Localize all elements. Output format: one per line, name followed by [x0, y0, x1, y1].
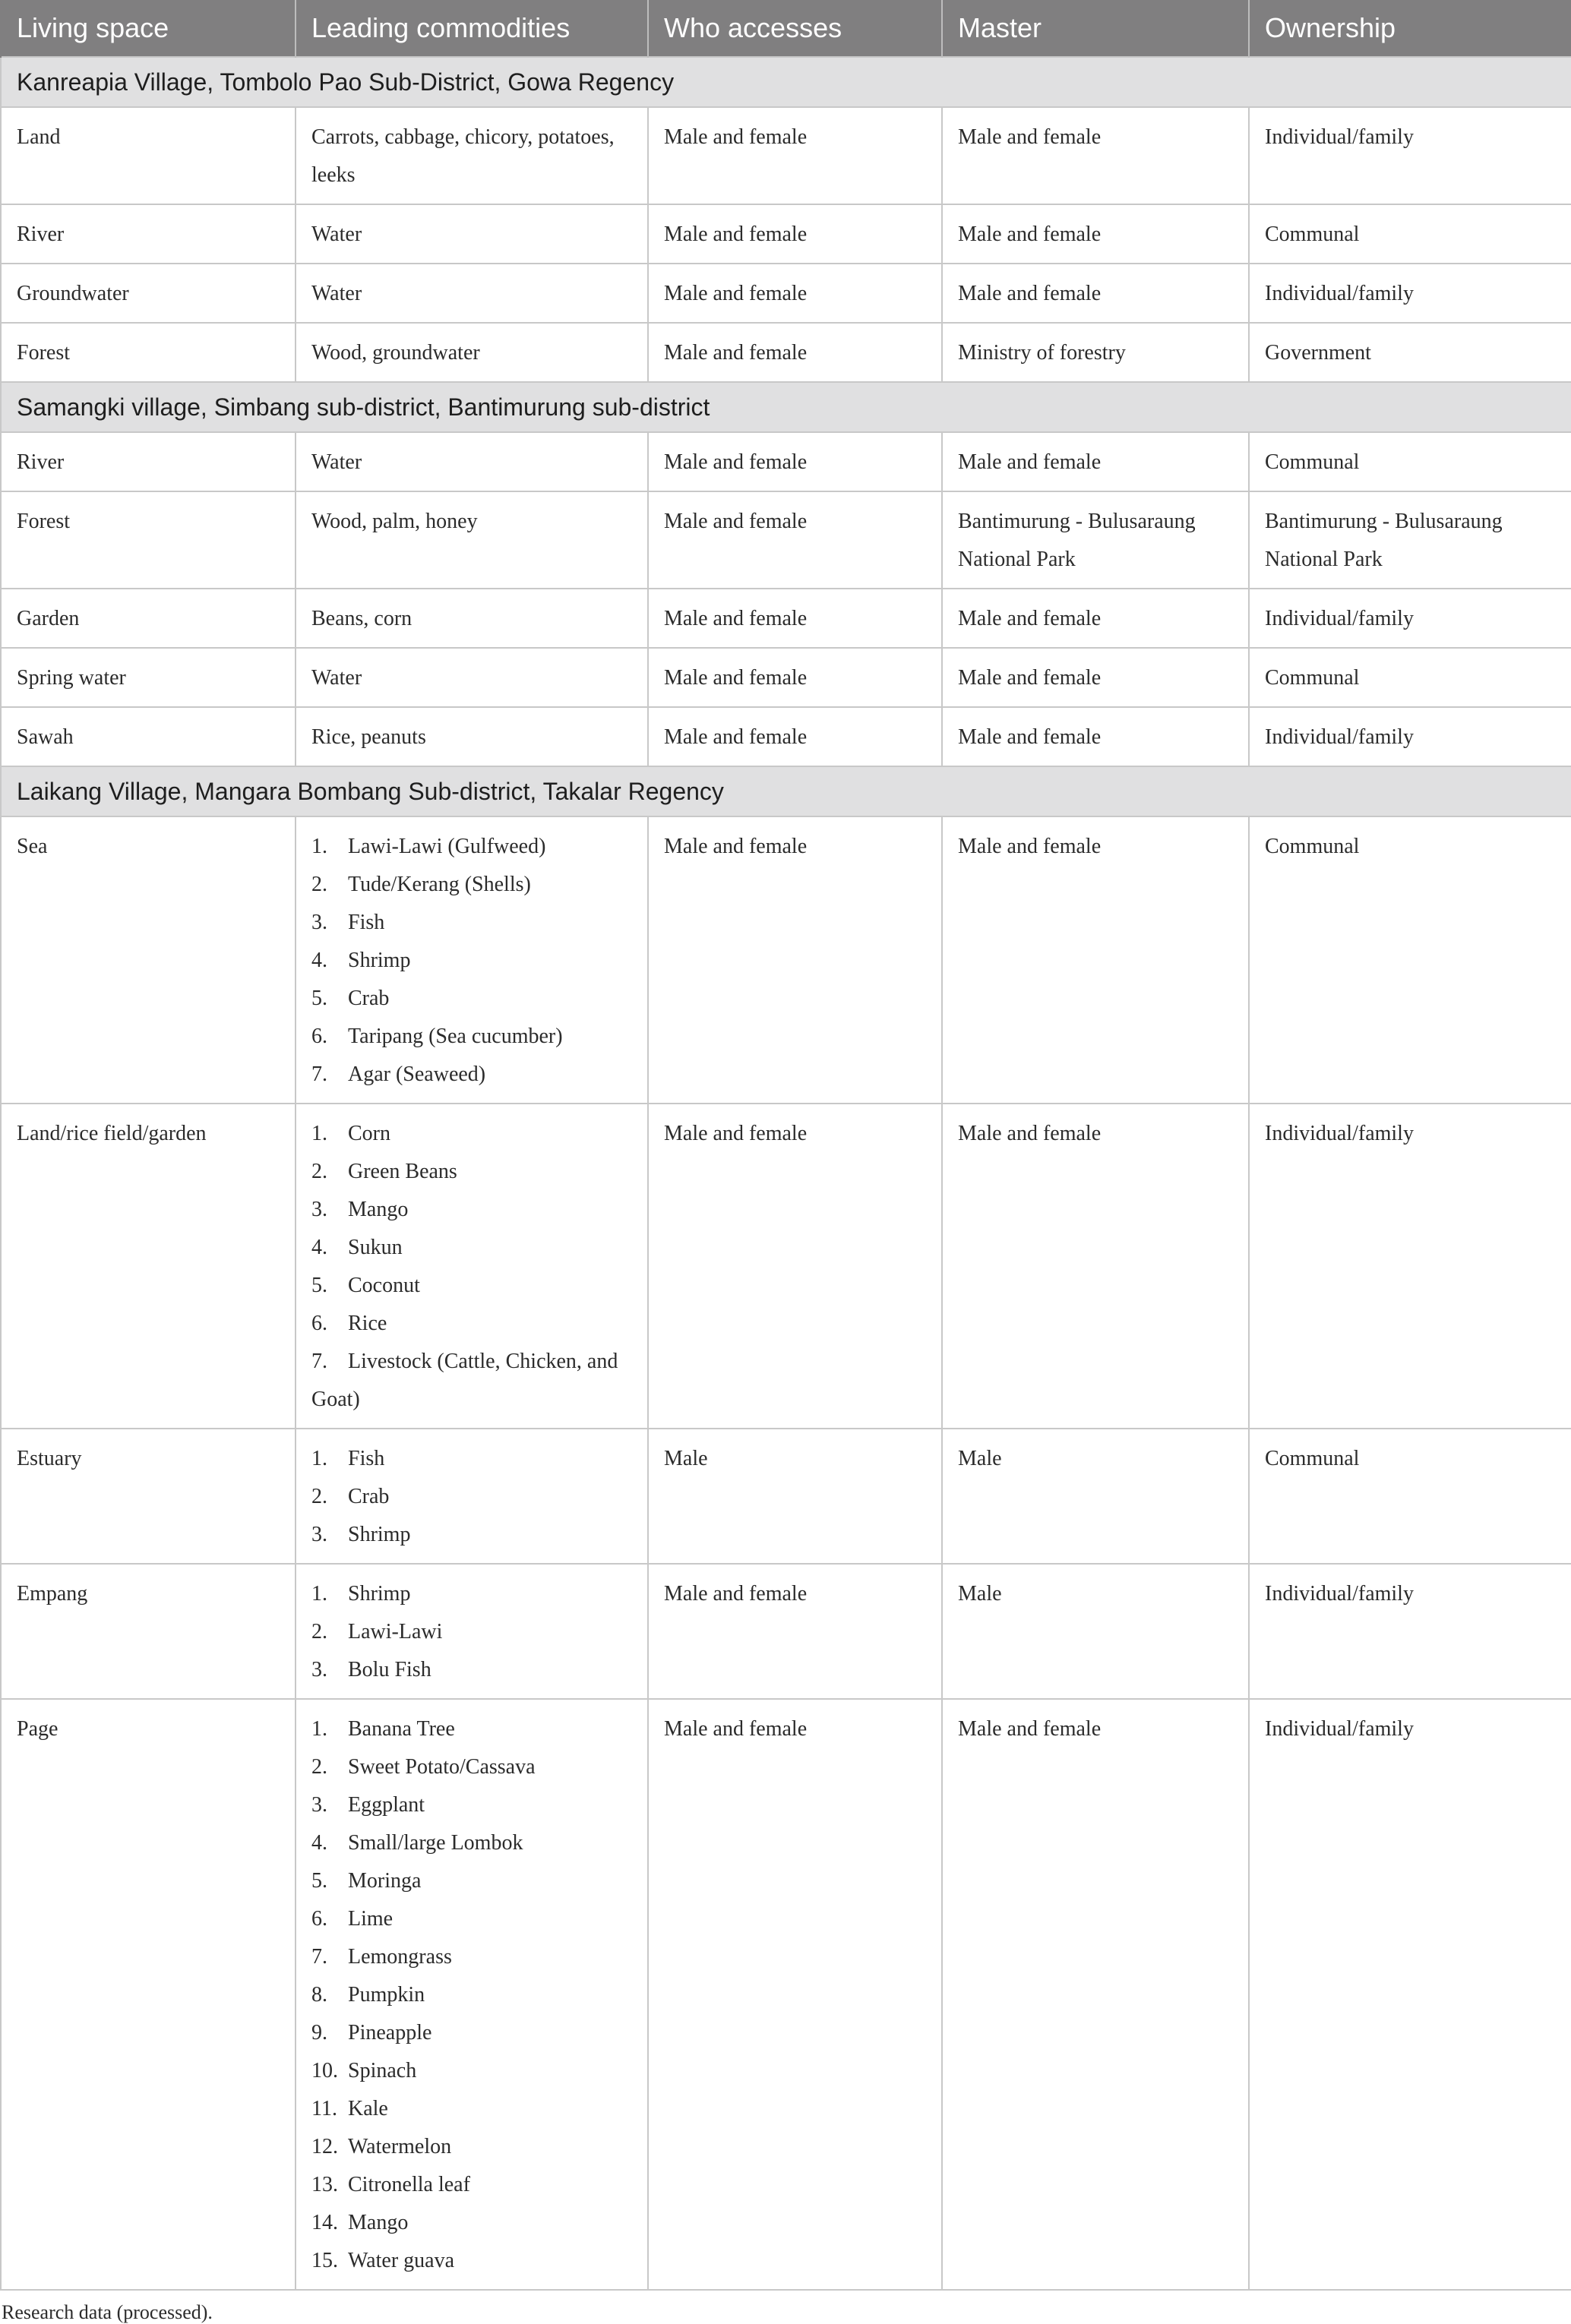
cell-who-accesses: Male and female — [648, 491, 942, 589]
commodity-number: 15. — [311, 2249, 338, 2272]
cell-living-space: Garden — [1, 589, 296, 648]
commodity-label: Rice — [348, 1312, 387, 1335]
cell-leading-commodities: Carrots, cabbage, chicory, potatoes, leeks — [296, 107, 648, 204]
cell-leading-commodities: Beans, corn — [296, 589, 648, 648]
commodity-number: 1. — [311, 1447, 327, 1470]
commodity-number: 3. — [311, 1793, 327, 1817]
commodity-list — [311, 1440, 632, 1554]
commodity-list — [311, 1575, 632, 1689]
commodity-label: Water guava — [348, 2249, 454, 2272]
commodity-number: 6. — [311, 1907, 327, 1931]
cell-master: Male — [942, 1429, 1249, 1564]
cell-who-accesses: Male and female — [648, 432, 942, 491]
commodity-label: Taripang (Sea cucumber) — [348, 1025, 563, 1048]
cell-ownership: Individual/family — [1249, 1564, 1571, 1699]
commodity-number: 14. — [311, 2211, 338, 2234]
commodity-number: 3. — [311, 1198, 327, 1221]
commodity-label: Eggplant — [348, 1793, 425, 1817]
commodity-label: Banana Tree — [348, 1717, 455, 1741]
commodity-number: 4. — [311, 1236, 327, 1259]
commodity-item — [311, 2090, 632, 2128]
table-row — [1, 432, 1571, 491]
commodity-label: Coconut — [348, 1274, 420, 1297]
commodity-item — [311, 1440, 632, 1478]
commodity-item — [311, 1613, 632, 1651]
commodity-list — [311, 1115, 632, 1419]
commodity-label: Corn — [348, 1122, 390, 1145]
commodity-item — [311, 1305, 632, 1343]
commodity-label: Mango — [348, 2211, 409, 2234]
commodity-item — [311, 1900, 632, 1938]
commodity-number: 4. — [311, 949, 327, 972]
cell-who-accesses: Male and female — [648, 648, 942, 707]
commodity-item — [311, 1748, 632, 1786]
commodity-label: Tude/Kerang (Shells) — [348, 873, 531, 896]
cell-leading-commodities: Wood, groundwater — [296, 323, 648, 382]
cell-leading-commodities: Water — [296, 432, 648, 491]
commodity-item — [311, 2128, 632, 2166]
commodity-item — [311, 1229, 632, 1267]
commodity-item — [311, 904, 632, 942]
commodity-item — [311, 828, 632, 866]
commodity-number: 1. — [311, 835, 327, 858]
commodity-item — [311, 2242, 632, 2280]
commodity-item — [311, 1343, 632, 1419]
commodity-label: Lime — [348, 1907, 394, 1931]
table-footnote: Research data (processed). — [2, 2301, 213, 2323]
commodity-label: Green Beans — [348, 1160, 457, 1183]
commodity-item — [311, 1115, 632, 1153]
cell-ownership: Communal — [1249, 204, 1571, 264]
commodity-number: 5. — [311, 987, 327, 1010]
table-row — [1, 204, 1571, 264]
commodity-item — [311, 866, 632, 904]
cell-who-accesses: Male and female — [648, 589, 942, 648]
table-row — [1, 264, 1571, 323]
cell-who-accesses: Male and female — [648, 1104, 942, 1429]
commodity-number: 8. — [311, 1983, 327, 2007]
commodity-label: Sweet Potato/Cassava — [348, 1755, 536, 1779]
commodity-number: 1. — [311, 1717, 327, 1741]
cell-ownership: Individual/family — [1249, 1104, 1571, 1429]
cell-who-accesses: Male and female — [648, 107, 942, 204]
commodity-item — [311, 1651, 632, 1689]
cell-ownership: Individual/family — [1249, 107, 1571, 204]
cell-ownership: Individual/family — [1249, 264, 1571, 323]
commodity-label: Lawi-Lawi (Gulfweed) — [348, 835, 546, 858]
cell-leading-commodities: Water — [296, 204, 648, 264]
cell-who-accesses: Male — [648, 1429, 942, 1564]
cell-who-accesses: Male and female — [648, 1699, 942, 2290]
commodity-item — [311, 2052, 632, 2090]
cell-ownership: Bantimurung - Bulusaraung National Park — [1249, 491, 1571, 589]
commodity-item — [311, 1976, 632, 2014]
commodity-number: 2. — [311, 1620, 327, 1644]
commodity-item — [311, 942, 632, 980]
table-row — [1, 107, 1571, 204]
commodity-item — [311, 1056, 632, 1094]
commodity-label: Watermelon — [348, 2135, 452, 2158]
commodity-label: Pumpkin — [348, 1983, 425, 2007]
table-row — [1, 816, 1571, 1104]
commodity-item — [311, 1824, 632, 1862]
cell-living-space: Estuary — [1, 1429, 296, 1564]
cell-leading-commodities: Wood, palm, honey — [296, 491, 648, 589]
commodity-number: 3. — [311, 1658, 327, 1681]
commodity-label: Kale — [348, 2097, 388, 2120]
commodity-item — [311, 1153, 632, 1191]
commodity-item — [311, 2014, 632, 2052]
commodity-item — [311, 1478, 632, 1516]
cell-master: Male and female — [942, 648, 1249, 707]
table-body — [1, 57, 1571, 2290]
commodity-item — [311, 980, 632, 1018]
cell-who-accesses: Male and female — [648, 264, 942, 323]
commodity-label: Mango — [348, 1198, 409, 1221]
table-row — [1, 589, 1571, 648]
cell-master: Male and female — [942, 264, 1249, 323]
column-header-living-space: Living space — [1, 0, 296, 57]
table-row — [1, 707, 1571, 766]
commodity-label: Shrimp — [348, 1523, 411, 1546]
cell-master: Male and female — [942, 589, 1249, 648]
cell-ownership: Communal — [1249, 432, 1571, 491]
cell-who-accesses: Male and female — [648, 204, 942, 264]
column-header-who-accesses: Who accesses — [648, 0, 942, 57]
commodity-number: 6. — [311, 1312, 327, 1335]
commodity-label: Bolu Fish — [348, 1658, 431, 1681]
cell-living-space: Sea — [1, 816, 296, 1104]
cell-who-accesses: Male and female — [648, 1564, 942, 1699]
cell-living-space: Land — [1, 107, 296, 204]
commodity-number: 6. — [311, 1025, 327, 1048]
commodity-number: 7. — [311, 1350, 327, 1373]
commodity-item — [311, 2166, 632, 2204]
commodity-label: Fish — [348, 911, 385, 934]
commodity-number: 10. — [311, 2059, 338, 2082]
table-header-row — [1, 0, 1571, 57]
commodity-item — [311, 1575, 632, 1613]
commodity-label: Crab — [348, 987, 390, 1010]
commodity-label: Shrimp — [348, 1582, 411, 1606]
commodity-number: 7. — [311, 1945, 327, 1969]
commodity-number: 1. — [311, 1582, 327, 1606]
commodity-item — [311, 1862, 632, 1900]
commodity-label: Crab — [348, 1485, 390, 1508]
commodity-item — [311, 1516, 632, 1554]
group-header-row — [1, 382, 1571, 432]
cell-leading-commodities — [296, 1699, 648, 2290]
group-header-row — [1, 57, 1571, 107]
cell-ownership: Communal — [1249, 816, 1571, 1104]
commodity-label: Livestock (Cattle, Chicken, and Goat) — [311, 1350, 618, 1411]
column-header-master: Master — [942, 0, 1249, 57]
commodity-label: Agar (Seaweed) — [348, 1063, 486, 1086]
commodity-number: 5. — [311, 1274, 327, 1297]
commodity-item — [311, 1018, 632, 1056]
commodity-item — [311, 1191, 632, 1229]
cell-master: Male and female — [942, 107, 1249, 204]
cell-ownership: Individual/family — [1249, 1699, 1571, 2290]
table-row — [1, 648, 1571, 707]
cell-living-space: River — [1, 432, 296, 491]
commodity-number: 1. — [311, 1122, 327, 1145]
cell-living-space: Page — [1, 1699, 296, 2290]
cell-living-space: Land/rice field/garden — [1, 1104, 296, 1429]
table-row — [1, 1429, 1571, 1564]
column-header-ownership: Ownership — [1249, 0, 1571, 57]
commodity-item — [311, 1938, 632, 1976]
table-row — [1, 1104, 1571, 1429]
cell-living-space: Forest — [1, 323, 296, 382]
cell-master: Male and female — [942, 1104, 1249, 1429]
cell-leading-commodities — [296, 816, 648, 1104]
commodity-number: 12. — [311, 2135, 338, 2158]
commodity-label: Sukun — [348, 1236, 403, 1259]
cell-ownership: Government — [1249, 323, 1571, 382]
cell-ownership: Individual/family — [1249, 589, 1571, 648]
commodity-label: Fish — [348, 1447, 385, 1470]
commodity-item — [311, 1267, 632, 1305]
group-header-row — [1, 766, 1571, 816]
table-row — [1, 323, 1571, 382]
cell-leading-commodities — [296, 1564, 648, 1699]
cell-master: Male and female — [942, 816, 1249, 1104]
group-title: Samangki village, Simbang sub-district, Bantimurung sub-district — [1, 382, 1571, 432]
commodity-label: Pineapple — [348, 2021, 432, 2045]
cell-living-space: Empang — [1, 1564, 296, 1699]
commodity-number: 5. — [311, 1869, 327, 1893]
commodity-label: Citronella leaf — [348, 2173, 470, 2196]
commodity-number: 2. — [311, 1755, 327, 1779]
commodity-label: Small/large Lombok — [348, 1831, 523, 1855]
cell-master: Male — [942, 1564, 1249, 1699]
column-header-leading-commodities: Leading commodities — [296, 0, 648, 57]
cell-living-space: Groundwater — [1, 264, 296, 323]
commodity-item — [311, 1786, 632, 1824]
cell-ownership: Communal — [1249, 648, 1571, 707]
commodity-label: Shrimp — [348, 949, 411, 972]
commodity-label: Lawi-Lawi — [348, 1620, 443, 1644]
commodity-number: 4. — [311, 1831, 327, 1855]
cell-living-space: Forest — [1, 491, 296, 589]
cell-living-space: Sawah — [1, 707, 296, 766]
cell-master: Male and female — [942, 707, 1249, 766]
cell-master: Ministry of forestry — [942, 323, 1249, 382]
commodity-number: 7. — [311, 1063, 327, 1086]
cell-leading-commodities — [296, 1429, 648, 1564]
cell-leading-commodities — [296, 1104, 648, 1429]
group-title: Kanreapia Village, Tombolo Pao Sub-District, Gowa Regency — [1, 57, 1571, 107]
commodity-item — [311, 1710, 632, 1748]
cell-who-accesses: Male and female — [648, 816, 942, 1104]
cell-ownership: Individual/family — [1249, 707, 1571, 766]
commodity-number: 2. — [311, 1485, 327, 1508]
table-row — [1, 1699, 1571, 2290]
commodity-list — [311, 1710, 632, 2280]
cell-master: Male and female — [942, 204, 1249, 264]
cell-living-space: Spring water — [1, 648, 296, 707]
group-title: Laikang Village, Mangara Bombang Sub-district, Takalar Regency — [1, 766, 1571, 816]
commodity-label: Lemongrass — [348, 1945, 452, 1969]
table-row — [1, 491, 1571, 589]
cell-ownership: Communal — [1249, 1429, 1571, 1564]
commodity-item — [311, 2204, 632, 2242]
commodity-number: 13. — [311, 2173, 338, 2196]
commodity-label: Moringa — [348, 1869, 422, 1893]
commodity-label: Spinach — [348, 2059, 417, 2082]
cell-master: Male and female — [942, 1699, 1249, 2290]
commodity-number: 2. — [311, 873, 327, 896]
cell-who-accesses: Male and female — [648, 323, 942, 382]
cell-master: Bantimurung - Bulusaraung National Park — [942, 491, 1249, 589]
commodity-number: 9. — [311, 2021, 327, 2045]
cell-leading-commodities: Rice, peanuts — [296, 707, 648, 766]
cell-who-accesses: Male and female — [648, 707, 942, 766]
cell-master: Male and female — [942, 432, 1249, 491]
commodity-list — [311, 828, 632, 1094]
cell-leading-commodities: Water — [296, 264, 648, 323]
cell-living-space: River — [1, 204, 296, 264]
table-row — [1, 1564, 1571, 1699]
cell-leading-commodities: Water — [296, 648, 648, 707]
commodity-number: 3. — [311, 911, 327, 934]
commodity-number: 3. — [311, 1523, 327, 1546]
commodity-number: 11. — [311, 2097, 337, 2120]
commodity-number: 2. — [311, 1160, 327, 1183]
